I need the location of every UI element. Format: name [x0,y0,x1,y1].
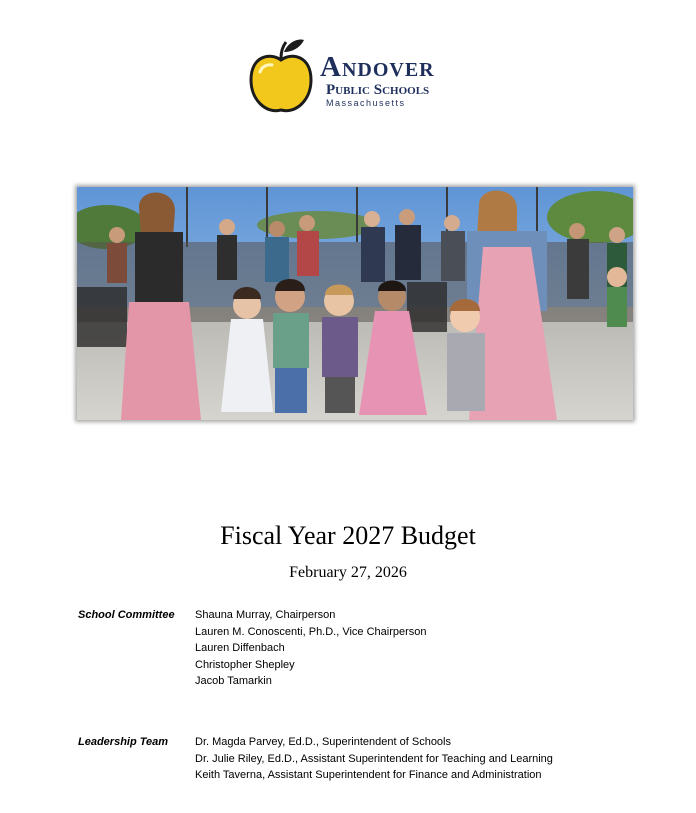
document-title: Fiscal Year 2027 Budget [220,521,476,550]
logo-subtitle: Public Schools [326,82,430,98]
district-logo [248,38,480,118]
list-item: Dr. Julie Riley, Ed.D., Assistant Superintendent for Teaching and Learning [195,752,553,765]
member-list [195,734,655,784]
section-label: Leadership Team [78,736,169,748]
apple-logo-icon [248,38,314,116]
list-item: Lauren M. Conoscenti, Ph.D., Vice Chairperson [195,625,427,638]
list-item: Shauna Murray, Chairperson [195,609,336,621]
member-list [195,607,655,690]
list-item: Keith Taverna, Assistant Superintendent for Finance and Administration [195,769,542,781]
section-label: School Committee [78,609,175,621]
list-item: Christopher Shepley [195,658,295,671]
logo-brand-name: Andover [320,51,435,83]
logo-wordmark [320,52,490,109]
list-item: Jacob Tamarkin [195,675,272,687]
logo-state: Massachusetts [326,98,406,108]
list-item: Dr. Magda Parvey, Ed.D., Superintendent of Schools [195,736,451,748]
cover-photo [77,187,633,420]
document-date: February 27, 2026 [289,564,407,581]
list-item: Lauren Diffenbach [195,642,285,654]
